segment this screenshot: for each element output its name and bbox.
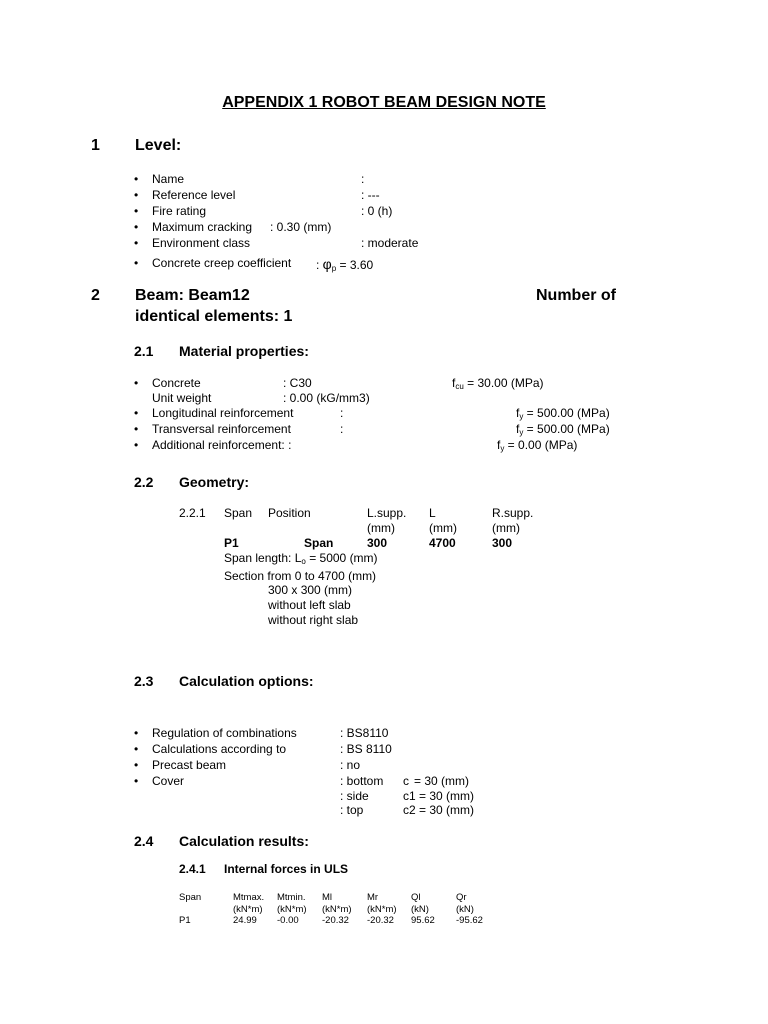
fcu-value: = 30.00 (MPa) xyxy=(463,376,544,390)
fy-subscript: y xyxy=(500,444,505,453)
fcu-symbol: f xyxy=(452,376,456,390)
right-slab-note: without right slab xyxy=(268,613,359,627)
cell-mtmax: 24.99 xyxy=(233,915,257,926)
phi-subscript: p xyxy=(331,264,337,273)
bullet-icon: • xyxy=(134,406,139,420)
cell-qr: -95.62 xyxy=(456,915,483,926)
longitudinal-fy xyxy=(516,406,610,421)
subsection-2-3-number: 2.3 xyxy=(134,673,154,689)
transversal-reinforcement-label: Transversal reinforcement xyxy=(152,422,291,436)
cover-bottom-symbol: c xyxy=(403,774,409,788)
bullet-icon: • xyxy=(134,256,139,270)
row-rsupp: 300 xyxy=(492,536,513,550)
fire-rating-label: Fire rating xyxy=(152,204,207,218)
fy-value: = 500.00 (MPa) xyxy=(523,422,610,436)
level-name-value: : xyxy=(361,172,365,186)
unit-rsupp: (mm) xyxy=(492,521,520,535)
bullet-icon: • xyxy=(134,438,139,452)
bullet-icon: • xyxy=(134,220,139,234)
calculations-value: : BS 8110 xyxy=(340,742,392,756)
subsection-2-4-number: 2.4 xyxy=(134,833,154,849)
reference-level-value: : --- xyxy=(361,188,380,202)
additional-fy xyxy=(497,438,577,453)
level-name-label: Name xyxy=(152,172,185,186)
concrete-strength xyxy=(452,376,544,391)
section-2-number-of-label: Number of xyxy=(536,287,616,304)
row-l: 4700 xyxy=(429,536,456,550)
concrete-label: Concrete xyxy=(152,376,201,390)
cover-top-value: : top xyxy=(340,803,364,817)
header-span: Span xyxy=(224,506,253,520)
bullet-icon: • xyxy=(134,774,139,788)
fy-symbol: f xyxy=(497,438,501,452)
section-2-title: Beam: Beam12 xyxy=(135,287,250,304)
header-qr: Qr xyxy=(456,892,467,903)
bullet-icon: • xyxy=(134,726,139,740)
unit-weight-label: Unit weight xyxy=(152,391,212,405)
calculations-label: Calculations according to xyxy=(152,742,287,756)
unit-mtmax: (kN*m) xyxy=(233,904,263,915)
cell-ml: -20.32 xyxy=(322,915,349,926)
regulation-label: Regulation of combinations xyxy=(152,726,297,740)
left-slab-note: without left slab xyxy=(268,598,351,612)
bullet-icon: • xyxy=(134,188,139,202)
header-position: Position xyxy=(268,506,311,520)
precast-label: Precast beam xyxy=(152,758,227,772)
unit-weight-value: : 0.00 (kG/mm3) xyxy=(283,391,370,405)
subsection-2-1-number: 2.1 xyxy=(134,343,154,359)
fy-subscript: y xyxy=(519,428,524,437)
header-lsupp: L.supp. xyxy=(367,506,407,520)
phi-symbol: φ xyxy=(322,256,332,272)
creep-coefficient-value xyxy=(316,256,373,273)
subsection-2-4-1-title: Internal forces in ULS xyxy=(224,862,349,876)
subsection-2-1-title: Material properties: xyxy=(179,343,309,359)
span-length-prefix: Span length: L xyxy=(224,551,302,565)
header-ml: Ml xyxy=(322,892,333,903)
subsection-2-2-number: 2.2 xyxy=(134,474,154,490)
reference-level-label: Reference level xyxy=(152,188,236,202)
bullet-icon: • xyxy=(134,236,139,250)
header-span: Span xyxy=(179,892,202,903)
fy-value: = 0.00 (MPa) xyxy=(504,438,578,452)
regulation-value: : BS8110 xyxy=(340,726,389,740)
section-1-number: 1 xyxy=(91,137,100,154)
bullet-icon: • xyxy=(134,172,139,186)
header-mtmax: Mtmax. xyxy=(233,892,265,903)
fcu-subscript: cu xyxy=(455,382,464,391)
cell-span: P1 xyxy=(179,915,191,926)
subsection-2-4-1-number: 2.4.1 xyxy=(179,862,206,876)
transversal-colon: : xyxy=(340,422,344,436)
bullet-icon: • xyxy=(134,758,139,772)
cover-top-amount: c2 = 30 (mm) xyxy=(403,803,475,817)
bullet-icon: • xyxy=(134,204,139,218)
cover-bottom-value: : bottom xyxy=(340,774,384,788)
subsection-2-3-title: Calculation options: xyxy=(179,673,314,689)
bullet-icon: • xyxy=(134,376,139,390)
span-length-value: = 5000 (mm) xyxy=(305,551,378,565)
row-lsupp: 300 xyxy=(367,536,388,550)
span-length-subscript: o xyxy=(301,557,306,566)
header-mr: Mr xyxy=(367,892,379,903)
section-2-number: 2 xyxy=(91,287,100,304)
section-1-title: Level: xyxy=(135,137,182,154)
row-span: P1 xyxy=(224,536,239,550)
fy-symbol: f xyxy=(516,406,520,420)
unit-mr: (kN*m) xyxy=(367,904,397,915)
section-size: 300 x 300 (mm) xyxy=(268,583,353,597)
section-2-title-line2: identical elements: 1 xyxy=(135,308,293,325)
bullet-icon: • xyxy=(134,742,139,756)
document-title: APPENDIX 1 ROBOT BEAM DESIGN NOTE xyxy=(222,94,546,111)
unit-mtmin: (kN*m) xyxy=(277,904,307,915)
unit-ql: (kN) xyxy=(411,904,429,915)
header-rsupp: R.supp. xyxy=(492,506,534,520)
max-cracking-label: Maximum cracking xyxy=(152,220,253,234)
environment-class-label: Environment class xyxy=(152,236,251,250)
fy-value: = 500.00 (MPa) xyxy=(523,406,610,420)
concrete-value: : C30 xyxy=(283,376,312,390)
cover-bottom-amount: = 30 (mm) xyxy=(414,774,470,788)
max-cracking-value: : 0.30 (mm) xyxy=(270,220,332,234)
precast-value: : no xyxy=(340,758,361,772)
unit-qr: (kN) xyxy=(456,904,474,915)
additional-reinforcement-label: Additional reinforcement: : xyxy=(152,438,292,452)
unit-lsupp: (mm) xyxy=(367,521,395,535)
cover-side-amount: c1 = 30 (mm) xyxy=(403,789,475,803)
row-position: Span xyxy=(304,536,334,550)
transversal-fy xyxy=(516,422,610,437)
span-length xyxy=(224,551,378,566)
unit-ml: (kN*m) xyxy=(322,904,352,915)
fy-subscript: y xyxy=(519,412,524,421)
unit-l: (mm) xyxy=(429,521,457,535)
longitudinal-colon: : xyxy=(340,406,344,420)
bullet-icon: • xyxy=(134,422,139,436)
cover-label: Cover xyxy=(152,774,185,788)
environment-class-value: : moderate xyxy=(361,236,419,250)
header-mtmin: Mtmin. xyxy=(277,892,306,903)
cell-mr: -20.32 xyxy=(367,915,394,926)
header-ql: Ql xyxy=(411,892,421,903)
section-range: Section from 0 to 4700 (mm) xyxy=(224,569,377,583)
cell-mtmin: -0.00 xyxy=(277,915,299,926)
subsection-2-2-title: Geometry: xyxy=(179,474,250,490)
header-l: L xyxy=(429,506,436,520)
creep-coefficient-label: Concrete creep coefficient xyxy=(152,256,292,270)
longitudinal-reinforcement-label: Longitudinal reinforcement xyxy=(152,406,294,420)
creep-value: = 3.60 xyxy=(336,258,374,272)
cover-side-value: : side xyxy=(340,789,369,803)
subsection-2-4-title: Calculation results: xyxy=(179,833,309,849)
cell-ql: 95.62 xyxy=(411,915,435,926)
fy-symbol: f xyxy=(516,422,520,436)
fire-rating-value: : 0 (h) xyxy=(361,204,393,218)
creep-prefix: : xyxy=(316,258,323,272)
subsection-2-2-1-number: 2.2.1 xyxy=(179,506,206,520)
